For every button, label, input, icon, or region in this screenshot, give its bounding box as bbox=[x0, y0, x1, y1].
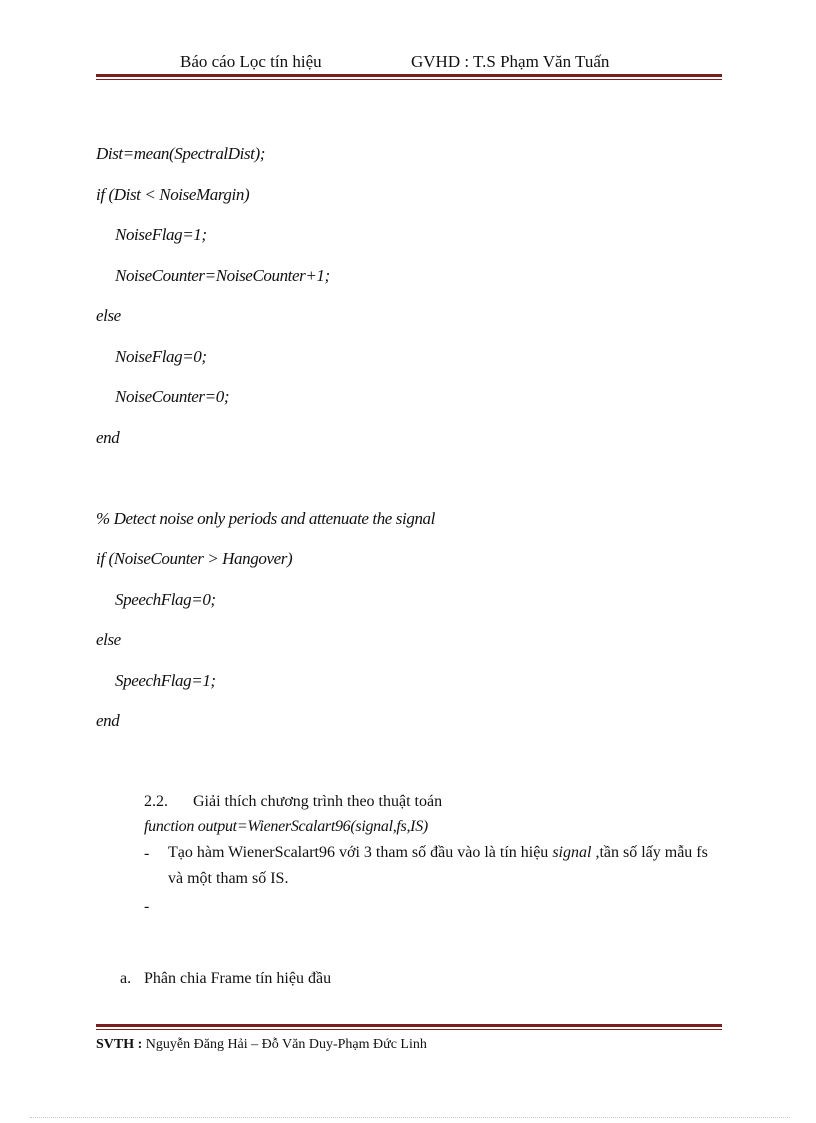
section-heading bbox=[144, 793, 442, 811]
function-signature: function output=WienerScalart96(signal,fs,IS) bbox=[144, 818, 428, 835]
footer-label: SVTH : bbox=[96, 1037, 143, 1052]
footer-names: Nguyễn Đăng Hải – Đỗ Văn Duy-Phạm Đức Linh bbox=[142, 1037, 427, 1052]
code-line: Dist=mean(SpectralDist); bbox=[96, 144, 266, 163]
bullet-text bbox=[168, 840, 724, 892]
code-line: end bbox=[96, 711, 120, 730]
bullet-italic-term: signal bbox=[552, 844, 592, 861]
code-line: if (Dist < NoiseMargin) bbox=[96, 185, 250, 204]
code-line: SpeechFlag=1; bbox=[115, 671, 216, 690]
page-edge-divider bbox=[30, 1117, 790, 1118]
code-line: NoiseCounter=0; bbox=[115, 387, 230, 406]
code-line: else bbox=[96, 630, 121, 649]
subsection-label: a. bbox=[120, 970, 132, 987]
code-line: NoiseCounter=NoiseCounter+1; bbox=[115, 266, 330, 285]
header-divider bbox=[96, 74, 722, 80]
bullet-marker: - bbox=[144, 898, 150, 915]
footer-divider bbox=[96, 1024, 722, 1030]
code-comment: % Detect noise only periods and attenuate the signal bbox=[96, 509, 435, 528]
footer-students bbox=[96, 1037, 427, 1053]
bullet-text-part: ,tần số lấy mẫu fs và một tham số IS. bbox=[168, 844, 708, 887]
bullet-marker: - bbox=[144, 845, 150, 862]
section-number: 2.2. bbox=[144, 793, 168, 810]
code-line: SpeechFlag=0; bbox=[115, 590, 216, 609]
header-supervisor: GVHD : T.S Phạm Văn Tuấn bbox=[411, 52, 610, 71]
code-line: NoiseFlag=1; bbox=[115, 225, 207, 244]
code-line: NoiseFlag=0; bbox=[115, 347, 207, 366]
subsection-title: Phân chia Frame tín hiệu đầu bbox=[144, 970, 332, 987]
bullet-text-part: Tạo hàm WienerScalart96 với 3 tham số đầu vào là tín hiệu bbox=[168, 844, 553, 861]
section-title: Giải thích chương trình theo thuật toán bbox=[193, 793, 443, 810]
code-line: end bbox=[96, 428, 120, 447]
code-line: else bbox=[96, 306, 121, 325]
subsection-heading bbox=[120, 970, 331, 988]
code-line: if (NoiseCounter > Hangover) bbox=[96, 549, 293, 568]
header-report-title: Báo cáo Lọc tín hiệu bbox=[180, 52, 322, 71]
